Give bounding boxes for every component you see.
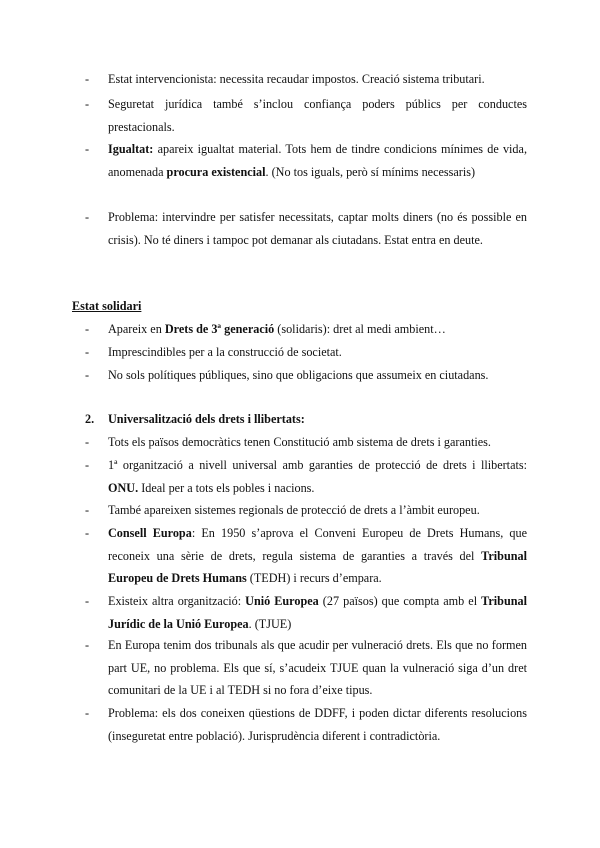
bullet-item [85,431,527,454]
bullet-item [85,454,527,499]
bold-term: Drets de 3ª generació [164,322,275,336]
text-run: També apareixen sistemes regionals de protecció de drets a l’àmbit europeu. [108,503,480,517]
bullet-item [85,499,527,522]
bullet-dash: - [85,594,90,608]
bullet-item [85,68,527,91]
bullet-dash: - [85,322,90,336]
text-run: (solidaris): dret al medi ambient… [274,322,446,336]
bullet-item [85,702,527,747]
bullet-text [108,522,527,590]
bullet-dash: - [85,435,90,449]
text-run: Problema: els dos coneixen qüestions de DDFF, i poden dictar diferents resolucions (inseguretat entre població). Jurisprudència diferent i contradictòria. [108,706,527,743]
bullet-dash: - [85,503,90,517]
text-run: Problema: intervindre per satisfer necessitats, captar molts diners (no és possible en crisis). No té diners i tampoc pot demanar als ciutadans. Estat entra en deute. [108,210,527,247]
text-run: (27 països) que compta amb el [318,594,482,608]
section-heading: Estat solidari [72,299,142,313]
bullet-text [108,431,527,454]
bullet-text [108,702,527,747]
text-run: Ideal per a tots els pobles i nacions. [138,480,315,495]
text-run: Tots els països democràtics tenen Constitució amb sistema de drets i garanties. [108,435,491,449]
bullet-text [108,341,527,364]
bullet-text [108,499,527,522]
text-run: Estat intervencionista: necessita recaudar impostos. Creació sistema tributari. [108,72,485,86]
bullet-item [85,138,527,183]
text-run: Apareix en [108,322,165,336]
bullet-dash: - [85,368,90,382]
bullet-item [85,93,527,138]
text-run: Imprescindibles per a la construcció de societat. [108,345,342,359]
bullet-text [108,138,527,183]
bullet-dash: - [85,638,90,652]
bullet-dash: - [85,458,90,472]
bullet-text [108,318,527,341]
bullet-item [85,590,527,635]
bold-term: procura existencial [166,164,266,179]
bullet-dash: - [85,142,90,156]
bullet-text [108,68,527,91]
bullet-item [85,341,527,364]
bullet-item [85,318,527,341]
bullet-dash: - [85,72,90,86]
bold-term: Consell Europa [108,526,192,540]
bullet-text [108,454,527,499]
heading-number: 2. [85,412,95,426]
text-run: . (No tos iguals, però sí mínims necessaris) [265,164,476,179]
bullet-text [108,634,527,702]
bullet-dash: - [85,97,90,111]
bold-term: ONU. [108,480,139,495]
bullet-dash: - [85,526,90,540]
bold-term: Tribunal Europeu de Drets Humans [108,548,527,585]
text-run: En Europa tenim dos tribunals als que acudir per vulneració drets. Els que no formen part UE, no problema. Els que sí, s’acudeix TJUE quan la vulneració siga d’un dret comunitari de la UE i al TEDH si no fora d’eixe tipus. [108,638,527,697]
bullet-item [85,364,527,387]
bullet-dash: - [85,706,90,720]
text-run: (TEDH) i recurs d’empara. [246,571,382,585]
bullet-text [108,93,527,138]
bullet-text [108,206,527,251]
bullet-item [85,634,527,702]
bullet-item [85,522,527,590]
text-run: No sols polítiques públiques, sino que obligacions que assumeix en ciutadans. [108,368,489,382]
text-run: Seguretat jurídica també s’inclou confiança poders públics per conductes prestacionals. [108,97,527,134]
numbered-heading [85,408,305,430]
text-run: : En 1950 s’aprova el Conveni Europeu de Drets Humans, que reconeix una sèrie de drets, regula sistema de garanties a través del [108,526,527,563]
text-run: . (TJUE) [248,616,292,631]
bullet-dash: - [85,345,90,359]
heading-text: Universalització dels drets i llibertats: [108,412,305,426]
bold-term: Tribunal Jurídic de la Unió Europea [108,594,527,631]
text-run: 1ª organització a nivell universal amb garanties de protecció de drets i llibertats: [108,458,527,472]
bold-term: Unió Europea [245,594,319,608]
bullet-dash: - [85,210,90,224]
text-run: Existeix altra organització: [108,594,246,608]
bold-term: Igualtat: [108,142,154,156]
bullet-item [85,206,527,251]
bullet-text [108,590,527,635]
text-run: apareix igualtat material. Tots hem de tindre condicions mínimes de vida, anomenada [108,142,527,179]
bullet-text [108,364,527,387]
